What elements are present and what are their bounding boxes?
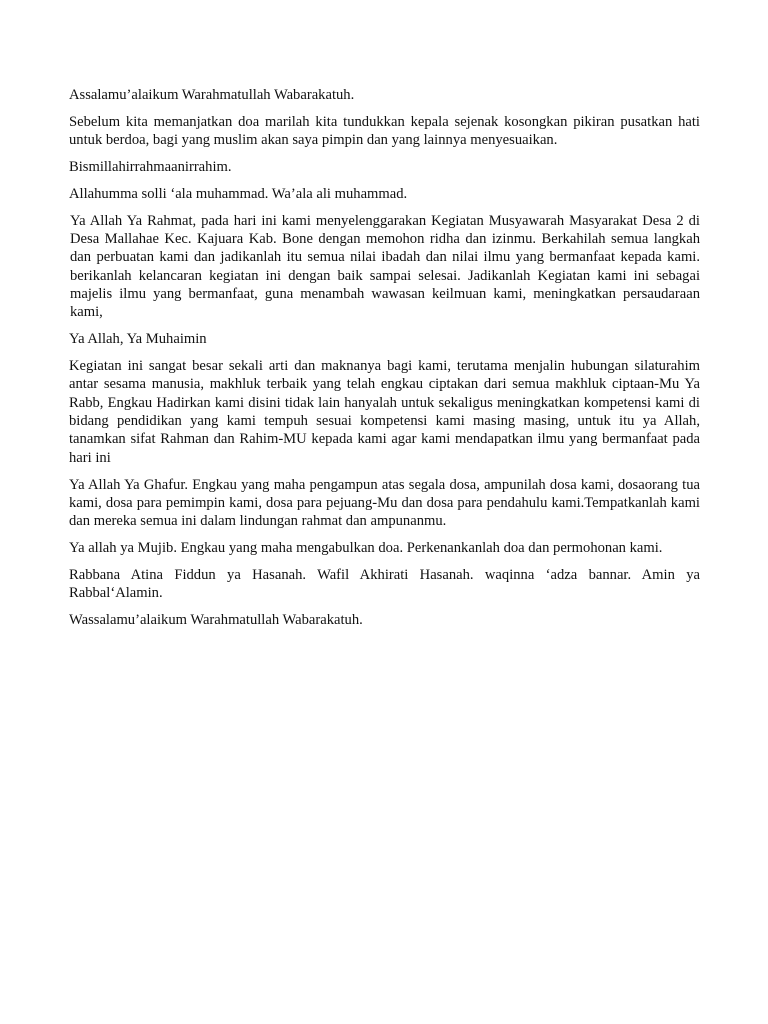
paragraph-kegiatan: Kegiatan ini sangat besar sekali arti dan maknanya bagi kami, terutama menjalin hubungan silaturahim antar sesama manusia, makhluk terbaik yang telah engkau ciptakan dari semua makhluk ciptaan-Mu Ya Rabb, Engkau Hadirkan kami disini tidak lain hanyalah untuk sekaligus meningkatkan kompetensi kami di bidang pendidikan yang kami tempuh sesuai kompetensi kami masing masing, untuk itu ya Allah, tanamkan sifat Rahman dan Rahim-MU kepada kami agar kami mendapatkan ilmu yang bermanfaat pada hari ini [69, 358, 700, 466]
paragraph-ya-muhaimin: Ya Allah, Ya Muhaimin [69, 331, 207, 348]
paragraph-salawat: Allahumma solli ‘ala muhammad. Wa’ala ali muhammad. [69, 185, 408, 202]
document-body [69, 86, 700, 638]
paragraph-opening: Sebelum kita memanjatkan doa marilah kita tundukkan kepala sejenak kosongkan pikiran pusatkan hati untuk berdoa, bagi yang muslim akan saya pimpin dan yang lainnya menyesuaikan. [69, 113, 700, 149]
paragraph-greeting: Assalamu’alaikum Warahmatullah Wabarakatuh. [69, 87, 355, 103]
paragraph-ya-ghafur: Ya Allah Ya Ghafur. Engkau yang maha pengampun atas segala dosa, ampunilah dosa kami, dosaorang tua kami, dosa para pemimpin kami, dosa para pejuang-Mu dan dosa para pendahulu kami.Tempatkanlah kami dan mereka semua ini dalam lindungan rahmat dan ampunanmu. [69, 476, 700, 530]
paragraph-closing-greeting: Wassalamu’alaikum Warahmatullah Wabarakatuh. [69, 612, 363, 629]
paragraph-ya-mujib: Ya allah ya Mujib. Engkau yang maha mengabulkan doa. Perkenankanlah doa dan permohonan kami. [69, 539, 663, 556]
paragraph-ya-rahmat: Ya Allah Ya Rahmat, pada hari ini kami menyelenggarakan Kegiatan Musyawarah Masyarakat Desa 2 di Desa Mallahae Kec. Kajuara Kab. Bone dengan memohon ridha dan izinmu. Berkahilah semua langkah dan perbuatan kami dan jadikanlah itu semua nilai ibadah dan nilai ilmu yang bermanfaat kepada kami. berikanlah kelancaran kegiatan ini dengan baik sampai selesai. Jadikanlah Kegiatan kami ini sebagai majelis ilmu yang bermanfaat, guna menambah wawasan keilmuan kami, meningkatkan persaudaraan kami, [70, 212, 700, 321]
paragraph-rabbana: Rabbana Atina Fiddun ya Hasanah. Wafil Akhirati Hasanah. waqinna ‘adza bannar. Amin ya Rabbal‘Alamin. [69, 566, 700, 602]
paragraph-basmalah: Bismillahirrahmaanirrahim. [69, 159, 232, 176]
